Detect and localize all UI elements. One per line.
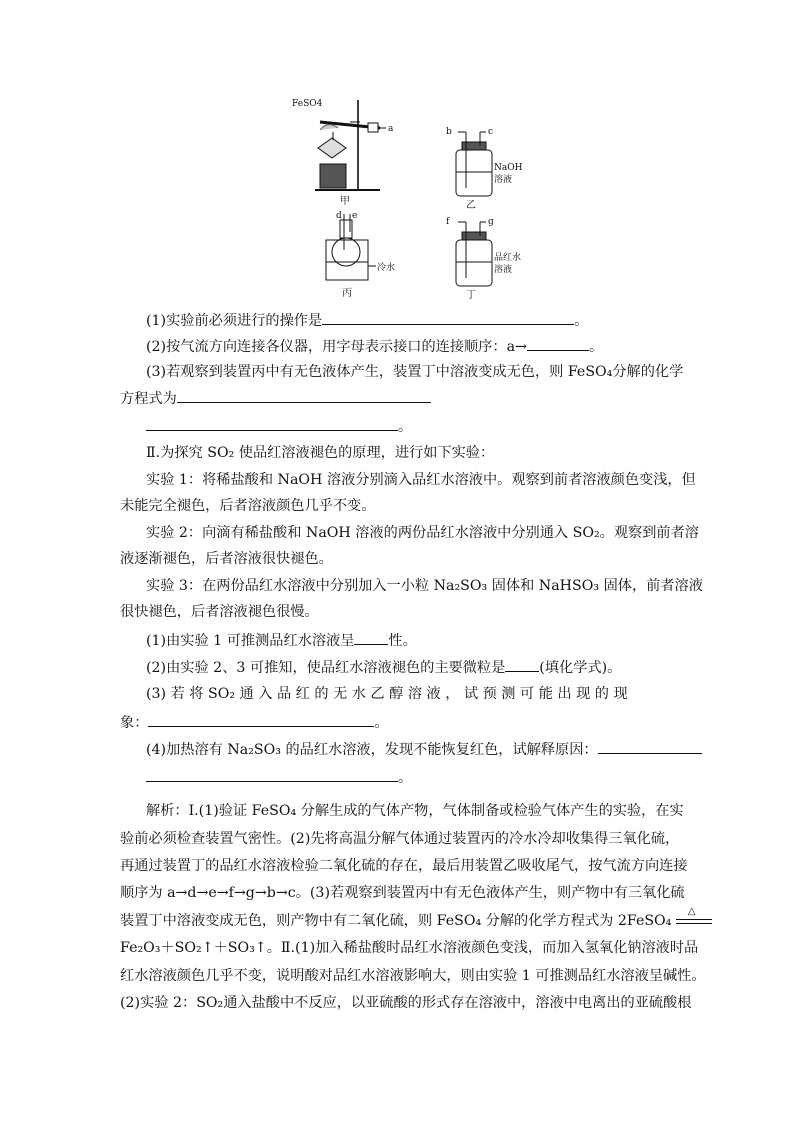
solution-line-5-text: 装置丁中溶液变成无色，则产物中有二氧化硫，则 FeSO₄ 分解的化学方程式为 2FeSO₄ [120,913,672,929]
p2-q1-end: 性。 [388,633,417,649]
solution-line-7: 红水溶液颜色几乎不变，说明酸对品红水溶液影响大，则由实验 1 可推测品红水溶液呈碱性。 [120,968,706,984]
p2-q2-text: (2)由实验 2、3 可推知，使品红水溶液褪色的主要微粒是 [146,660,506,676]
label-cold-water: 冷水 [377,263,396,273]
solution-line-2: 验前必须检查装置气密性。(2)先将高温分解气体通过装置丙的冷水冷却收集得三氧化硫， [120,831,680,847]
answer-blank[interactable] [146,767,398,782]
solution-line-5 [120,906,712,931]
p1-q3-line2 [120,388,431,409]
p2-q3-end: 。 [374,715,389,731]
solution-line-8: (2)实验 2：SO₂通入盐酸中不反应，以亚硫酸的形式存在溶液中，溶液中电离出的亚硫酸根 [120,995,692,1011]
p2-exp2-line1: 实验 2：向滴有稀盐酸和 NaOH 溶液的两份品红水溶液中分别通入 SO₂。观察到前者溶 [146,525,699,541]
heat-condition: △ [687,906,696,917]
p2-q3-line1: (3) 若 将 SO₂ 通 入 品 红 的 无 水 乙 醇 溶 液 ， 试 预 测 可 能 出 现 的 现 [146,686,628,702]
p2-exp2-line2: 液逐渐褪色，后者溶液很快褪色。 [120,551,333,567]
p2-q4-text: (4)加热溶有 Na₂SO₃ 的品红水溶液，发现不能恢复红色，试解释原因： [146,742,598,758]
p1-q1-text: (1)实验前必须进行的操作是 [146,313,323,329]
reaction-arrow [676,906,712,929]
label-f: f [446,217,450,227]
label-g: g [488,217,494,227]
label-e: e [352,211,358,221]
p1-q2-text: (2)按气流方向连接各仪器，用字母表示接口的连接顺序：a→ [146,339,527,355]
label-a: a [388,124,394,134]
label-jia: 甲 [340,196,350,207]
p2-q2-end: (填化学式)。 [539,660,622,676]
label-pinhong-top: 品红水 [494,253,522,263]
apparatus-ding [456,222,492,286]
answer-blank[interactable] [505,657,539,672]
p1-q3-line1: (3)若观察到装置丙中有无色液体产生，装置丁中溶液变成无色，则 FeSO₄分解的化学 [146,364,684,380]
equals-bar-bottom [676,923,712,924]
solution-line-4: 顺序为 a→d→e→f→g→b→c。(3)若观察到装置丙中有无色液体产生，则产物中有三氧化硫 [120,885,685,901]
solution-line-1: 解析：Ⅰ.(1)验证 FeSO₄ 分解生成的气体产物，气体制备或检验气体产生的实验，在实 [146,803,684,819]
p2-q1-text: (1)由实验 1 可推测品红水溶液呈 [146,633,355,649]
p2-exp3-line2: 很快褪色，后者溶液褪色很慢。 [120,604,319,620]
p1-q2-end: 。 [588,339,604,355]
p2-exp3-line1: 实验 3：在两份品红水溶液中分别加入一小粒 Na₂SO₃ 固体和 NaHSO₃ 固体，前者溶液 [146,578,703,594]
p2-q4-line2 [146,767,412,788]
answer-blank[interactable] [177,388,431,403]
answer-blank[interactable] [148,712,374,727]
p1-q1-end: 。 [574,313,589,329]
p2-q4-end: 。 [398,770,413,786]
p1-q3-text: 方程式为 [120,391,177,407]
label-yi: 乙 [466,200,476,211]
label-b: b [446,127,452,137]
label-bing: 丙 [342,288,352,299]
answer-blank[interactable] [354,630,388,645]
p2-exp1-line1: 实验 1：将稀盐酸和 NaOH 溶液分别滴入品红水溶液中。观察到前者溶液颜色变浅，但 [146,472,696,488]
p2-q2 [146,657,621,678]
label-d: d [336,211,342,221]
apparatus-yi [456,132,492,196]
p1-q3-end: 。 [398,419,413,435]
equals-bar-top [676,919,712,920]
solution-line-3: 再通过装置丁的品红水溶液检验二氧化硫的存在，最后用装置乙吸收尾气，按气流方向连接 [120,858,688,874]
p2-intro: Ⅱ.为探究 SO₂ 使品红溶液褪色的原理，进行如下实验： [146,445,495,461]
p1-q1 [146,310,588,331]
answer-blank[interactable] [146,416,398,431]
answer-blank[interactable] [322,310,574,325]
label-ding: 丁 [466,290,476,301]
p2-q1 [146,630,417,651]
answer-blank[interactable] [527,336,589,351]
label-naoh-bottom: 溶液 [494,175,513,185]
label-naoh-top: NaOH [494,163,523,173]
solution-line-6: Fe₂O₃＋SO₂↑＋SO₃↑。Ⅱ.(1)加入稀盐酸时品红水溶液颜色变浅，而加入氢氧化钠溶液时品 [120,940,699,956]
p2-q4-line1 [146,739,702,760]
answer-blank[interactable] [598,739,702,754]
label-c: c [488,127,494,137]
apparatus-jia [315,100,386,190]
p2-exp1-line2: 未能完全褪色，后者溶液颜色几乎不变。 [120,498,376,514]
apparatus-diagram [280,92,540,302]
apparatus-bing [326,214,376,280]
p1-q2 [146,336,603,357]
p2-q3-text: 象： [120,715,149,731]
label-feso4: FeSO4 [292,99,323,109]
label-pinhong-bottom: 溶液 [494,265,513,275]
p1-q3-line3 [146,416,412,437]
apparatus-figure [280,92,540,302]
p2-q3-line2 [120,712,389,733]
